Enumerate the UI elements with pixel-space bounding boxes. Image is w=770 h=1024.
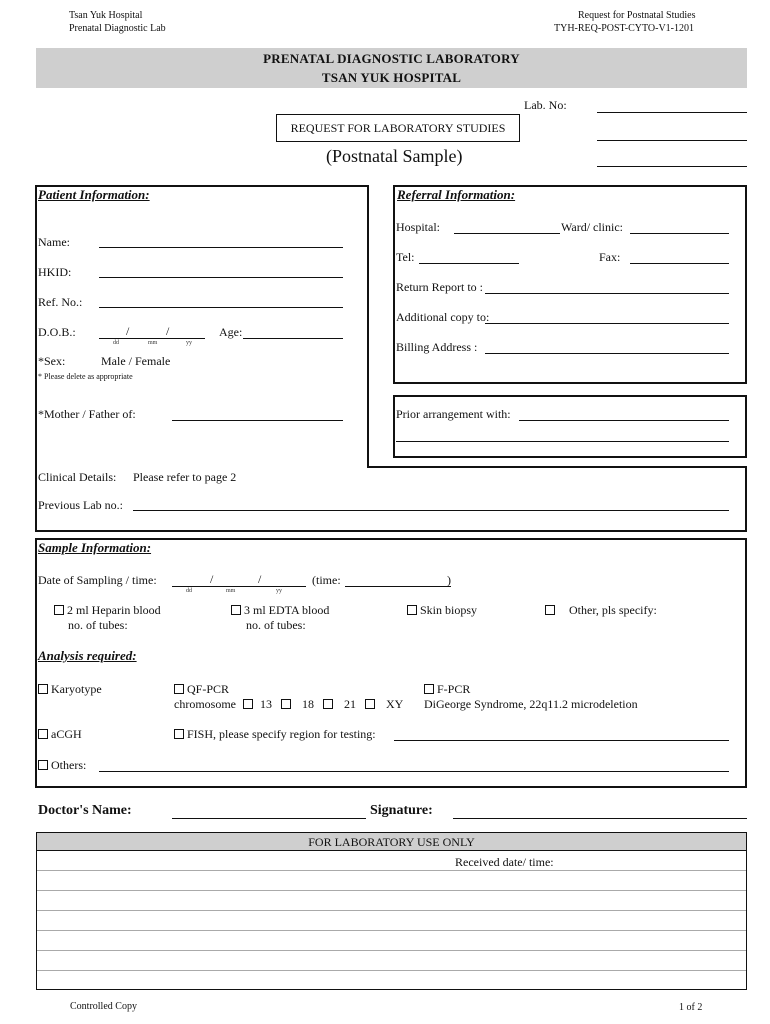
- footer-controlled-copy: Controlled Copy: [70, 1001, 137, 1012]
- edta-checkbox[interactable]: [231, 605, 241, 615]
- chr18-checkbox[interactable]: [281, 699, 291, 709]
- prior-arrangement-field-1[interactable]: [519, 420, 729, 421]
- fpcr-option[interactable]: [424, 682, 470, 697]
- tel-field[interactable]: [419, 263, 519, 264]
- edta-option[interactable]: [231, 603, 329, 618]
- qfpcr-checkbox[interactable]: [174, 684, 184, 694]
- return-report-field[interactable]: [485, 293, 729, 294]
- karyotype-option[interactable]: [38, 682, 102, 697]
- lab-use-row: [37, 851, 746, 871]
- frame-left: [35, 185, 37, 532]
- clinical-details-value: Please refer to page 2: [133, 470, 237, 484]
- lab-no-field-1[interactable]: [597, 112, 747, 113]
- ward-label: Ward/ clinic:: [561, 220, 624, 234]
- edta-tubes-label: no. of tubes:: [246, 618, 306, 632]
- digeorge-label: DiGeorge Syndrome, 22q11.2 microdeletion: [424, 697, 638, 711]
- patient-info-title: Patient Information:: [38, 187, 150, 202]
- fish-region-field[interactable]: [394, 740, 729, 741]
- frame-bottom: [35, 530, 747, 532]
- lab-use-title: FOR LABORATORY USE ONLY: [37, 833, 746, 851]
- date-sampling-field[interactable]: [172, 586, 306, 587]
- prior-arrangement-label: Prior arrangement with:: [396, 407, 511, 421]
- skin-biopsy-checkbox[interactable]: [407, 605, 417, 615]
- dob-field[interactable]: [99, 338, 205, 339]
- fax-field[interactable]: [630, 263, 729, 264]
- lab-use-row: [37, 891, 746, 911]
- acgh-label: aCGH: [51, 727, 82, 741]
- others-option[interactable]: [38, 758, 86, 773]
- lab-use-table: [36, 832, 747, 990]
- hospital-field[interactable]: [454, 233, 560, 234]
- fish-option[interactable]: [174, 727, 376, 742]
- fish-checkbox[interactable]: [174, 729, 184, 739]
- lab-no-field-2[interactable]: [597, 140, 747, 141]
- fish-label: FISH, please specify region for testing:: [187, 727, 376, 741]
- sampling-time-field[interactable]: [345, 586, 451, 587]
- sampling-mm-hint: mm: [226, 588, 236, 594]
- frame-right-lower: [745, 466, 747, 532]
- others-field[interactable]: [99, 771, 729, 772]
- heparin-tubes-label: no. of tubes:: [68, 618, 128, 632]
- header-form-code: TYH-REQ-POST-CYTO-V1-1201: [554, 23, 694, 34]
- banner-line2: TSAN YUK HOSPITAL: [321, 70, 462, 85]
- delete-note: * Please delete as appropriate: [38, 372, 133, 381]
- analysis-title: Analysis required:: [38, 648, 137, 663]
- additional-copy-field[interactable]: [485, 323, 729, 324]
- age-label: Age:: [219, 325, 243, 339]
- previous-lab-label: Previous Lab no.:: [38, 498, 123, 512]
- header-lab: Prenatal Diagnostic Lab: [69, 23, 166, 34]
- tel-label: Tel:: [396, 250, 415, 264]
- sample-type-title: (Postnatal Sample): [326, 146, 463, 166]
- chr13-checkbox[interactable]: [243, 699, 253, 709]
- chromosome-label: chromosome: [174, 697, 236, 711]
- sampling-yy-hint: yy: [276, 588, 282, 594]
- other-option[interactable]: [545, 603, 657, 618]
- billing-address-label: Billing Address :: [396, 340, 478, 354]
- other-label: Other, pls specify:: [569, 603, 657, 617]
- sex-label: *Sex:: [38, 354, 66, 368]
- qfpcr-label: QF-PCR: [187, 682, 230, 696]
- heparin-label: 2 ml Heparin blood: [67, 603, 161, 617]
- title-banner: [36, 48, 747, 88]
- name-label: Name:: [38, 235, 70, 249]
- lab-use-row: [37, 911, 746, 931]
- chr21-label: 21: [344, 697, 356, 711]
- lab-use-row: [37, 871, 746, 891]
- footer-page-number: 1 of 2: [679, 1002, 703, 1013]
- fpcr-checkbox[interactable]: [424, 684, 434, 694]
- dob-mm-hint: mm: [148, 340, 158, 346]
- heparin-option[interactable]: [54, 603, 161, 618]
- lab-use-row: [37, 931, 746, 951]
- other-checkbox[interactable]: [545, 605, 555, 615]
- header-hospital: Tsan Yuk Hospital: [69, 10, 143, 21]
- prior-arrangement-field-2[interactable]: [396, 441, 729, 442]
- dob-yy-hint: yy: [186, 340, 192, 346]
- hospital-label: Hospital:: [396, 220, 440, 234]
- header-form-name: Request for Postnatal Studies: [578, 10, 696, 21]
- fax-label: Fax:: [599, 250, 621, 264]
- mother-father-field[interactable]: [172, 420, 343, 421]
- ref-no-field[interactable]: [99, 307, 343, 308]
- frame-divider: [367, 185, 369, 468]
- dob-dd-hint: dd: [113, 340, 119, 346]
- sampling-dd-hint: dd: [186, 588, 192, 594]
- lab-no-label: Lab. No:: [524, 98, 567, 112]
- lab-use-row: [37, 971, 746, 991]
- date-sampling-label: Date of Sampling / time:: [38, 573, 157, 587]
- others-label: Others:: [51, 758, 87, 772]
- qfpcr-option[interactable]: [174, 682, 229, 697]
- lab-no-field-3[interactable]: [597, 166, 747, 167]
- clinical-details-label: Clinical Details:: [38, 470, 117, 484]
- dob-slash-2: /: [166, 324, 170, 338]
- banner-line1: PRENATAL DIAGNOSTIC LABORATORY: [263, 51, 520, 66]
- previous-lab-field[interactable]: [133, 510, 729, 511]
- sex-options[interactable]: Male / Female: [101, 354, 171, 368]
- signature-field[interactable]: [453, 818, 747, 819]
- skin-biopsy-option[interactable]: [407, 603, 477, 618]
- time-close: ): [447, 573, 451, 587]
- chromosome-row: [174, 697, 403, 712]
- sampling-slash-1: /: [210, 572, 214, 586]
- time-open: (time:: [312, 573, 341, 587]
- received-label: Received date/ time:: [455, 855, 554, 869]
- acgh-checkbox[interactable]: [38, 729, 48, 739]
- lab-use-row: [37, 951, 746, 971]
- doctor-name-field[interactable]: [172, 818, 366, 819]
- karyotype-checkbox[interactable]: [38, 684, 48, 694]
- chrXY-label: XY: [386, 697, 404, 711]
- skin-biopsy-label: Skin biopsy: [420, 603, 478, 617]
- chr13-label: 13: [260, 697, 272, 711]
- name-field[interactable]: [99, 247, 343, 248]
- karyotype-label: Karyotype: [51, 682, 102, 696]
- sample-info-title: Sample Information:: [38, 540, 152, 555]
- chr21-checkbox[interactable]: [323, 699, 333, 709]
- chr18-label: 18: [302, 697, 314, 711]
- hkid-field[interactable]: [99, 277, 343, 278]
- heparin-checkbox[interactable]: [54, 605, 64, 615]
- billing-address-field[interactable]: [485, 353, 729, 354]
- age-field[interactable]: [243, 338, 343, 339]
- acgh-option[interactable]: [38, 727, 82, 742]
- dob-slash-1: /: [126, 324, 130, 338]
- fpcr-label: F-PCR: [437, 682, 471, 696]
- mother-father-label: *Mother / Father of:: [38, 407, 136, 421]
- hkid-label: HKID:: [38, 265, 72, 279]
- ward-field[interactable]: [630, 233, 729, 234]
- return-report-label: Return Report to :: [396, 280, 483, 294]
- sampling-slash-2: /: [258, 572, 262, 586]
- doctor-name-label: Doctor's Name:: [38, 803, 132, 818]
- chrXY-checkbox[interactable]: [365, 699, 375, 709]
- request-title-box: [276, 114, 520, 142]
- ref-no-label: Ref. No.:: [38, 295, 83, 309]
- edta-label: 3 ml EDTA blood: [244, 603, 330, 617]
- additional-copy-label: Additional copy to:: [396, 310, 490, 324]
- frame-mid: [367, 466, 747, 468]
- others-checkbox[interactable]: [38, 760, 48, 770]
- signature-label: Signature:: [370, 803, 433, 818]
- referral-info-title: Referral Information:: [397, 187, 516, 202]
- prior-arrangement-box: [393, 395, 747, 458]
- dob-label: D.O.B.:: [38, 325, 76, 339]
- request-title: REQUEST FOR LABORATORY STUDIES: [290, 121, 506, 135]
